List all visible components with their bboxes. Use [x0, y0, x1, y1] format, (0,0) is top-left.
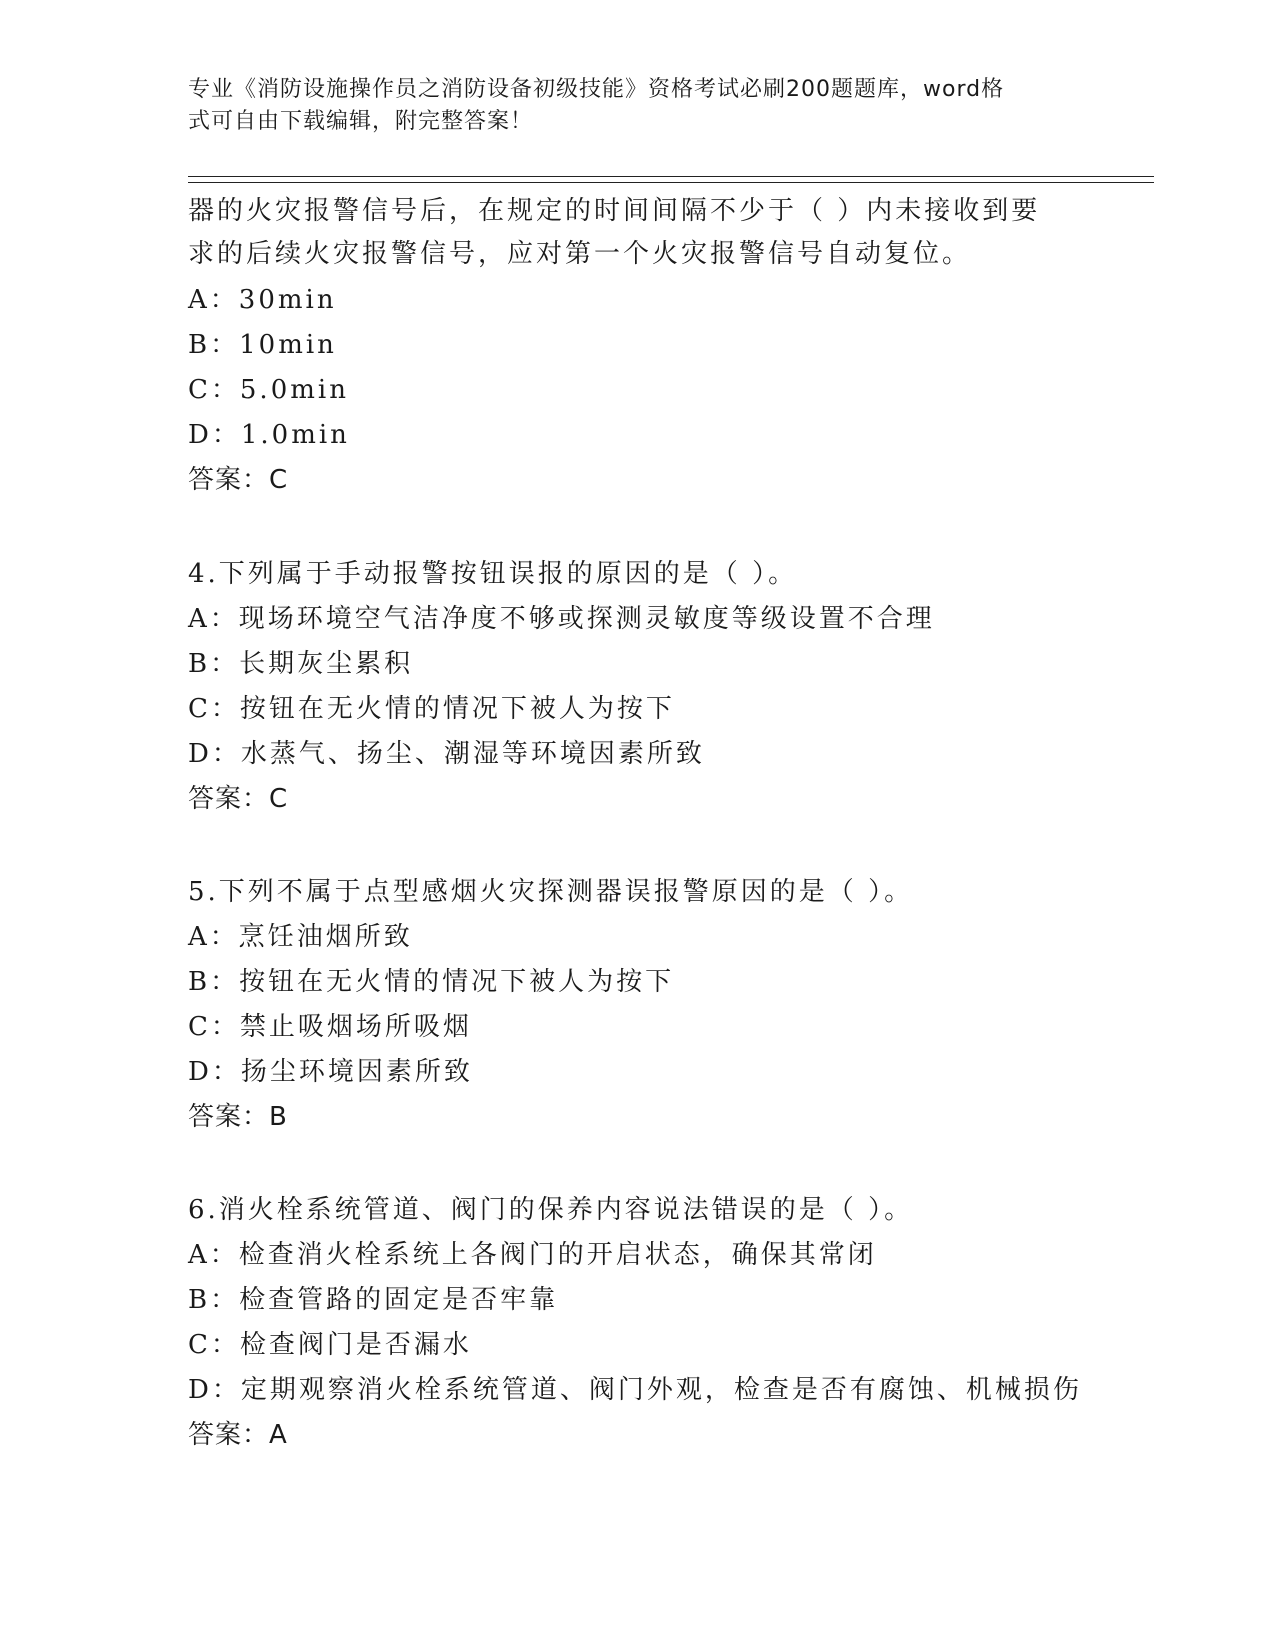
- answer-label: 答案：C: [188, 465, 289, 495]
- option-b: B：检查管路的固定是否牢靠: [188, 1285, 559, 1315]
- prev-question-line-1: 器的火灾报警信号后，在规定的时间间隔不少于（ ）内未接收到要: [188, 196, 1041, 226]
- option-a: A：30min: [188, 285, 337, 315]
- document-header: [188, 74, 1068, 138]
- option-b: B：长期灰尘累积: [188, 649, 414, 679]
- answer-label: 答案：C: [188, 784, 289, 814]
- header-divider-bottom: [188, 182, 1154, 183]
- answer-label: 答案：B: [188, 1102, 288, 1132]
- option-d: D：水蒸气、扬尘、潮湿等环境因素所致: [188, 739, 705, 769]
- question-stem: 5.下列不属于点型感烟火灾探测器误报警原因的是（ ）。: [188, 877, 914, 907]
- option-c: C：禁止吸烟场所吸烟: [188, 1012, 472, 1042]
- option-a: A：烹饪油烟所致: [188, 922, 413, 952]
- prev-question-stem: [188, 190, 1088, 276]
- question-stem: 6.消火栓系统管道、阀门的保养内容说法错误的是（ ）。: [188, 1195, 914, 1225]
- question-4: [188, 552, 1088, 822]
- header-line-1: 专业《消防设施操作员之消防设备初级技能》资格考试必刷200题题库，word格: [188, 77, 1005, 102]
- option-b: B：10min: [188, 330, 337, 360]
- option-c: C：按钮在无火情的情况下被人为按下: [188, 694, 675, 724]
- option-b: B：按钮在无火情的情况下被人为按下: [188, 967, 675, 997]
- header-line-2: 式可自由下载编辑，附完整答案！: [188, 109, 534, 134]
- option-a: A：现场环境空气洁净度不够或探测灵敏度等级设置不合理: [188, 604, 935, 634]
- prev-question-line-2: 求的后续火灾报警信号，应对第一个火灾报警信号自动复位。: [188, 239, 972, 269]
- option-c: C：5.0min: [188, 375, 349, 405]
- question-5: [188, 870, 1088, 1140]
- answer-label: 答案：A: [188, 1420, 288, 1450]
- option-d: D：扬尘环境因素所致: [188, 1057, 473, 1087]
- option-c: C：检查阀门是否漏水: [188, 1330, 472, 1360]
- option-a: A：检查消火栓系统上各阀门的开启状态，确保其常闭: [188, 1240, 877, 1270]
- option-d: D：1.0min: [188, 420, 350, 450]
- option-d: D：定期观察消火栓系统管道、阀门外观，检查是否有腐蚀、机械损伤: [188, 1375, 1082, 1405]
- header-divider-top: [188, 176, 1154, 177]
- prev-question-options: [188, 278, 1088, 503]
- question-6: [188, 1188, 1088, 1458]
- question-stem: 4.下列属于手动报警按钮误报的原因的是（ ）。: [188, 559, 798, 589]
